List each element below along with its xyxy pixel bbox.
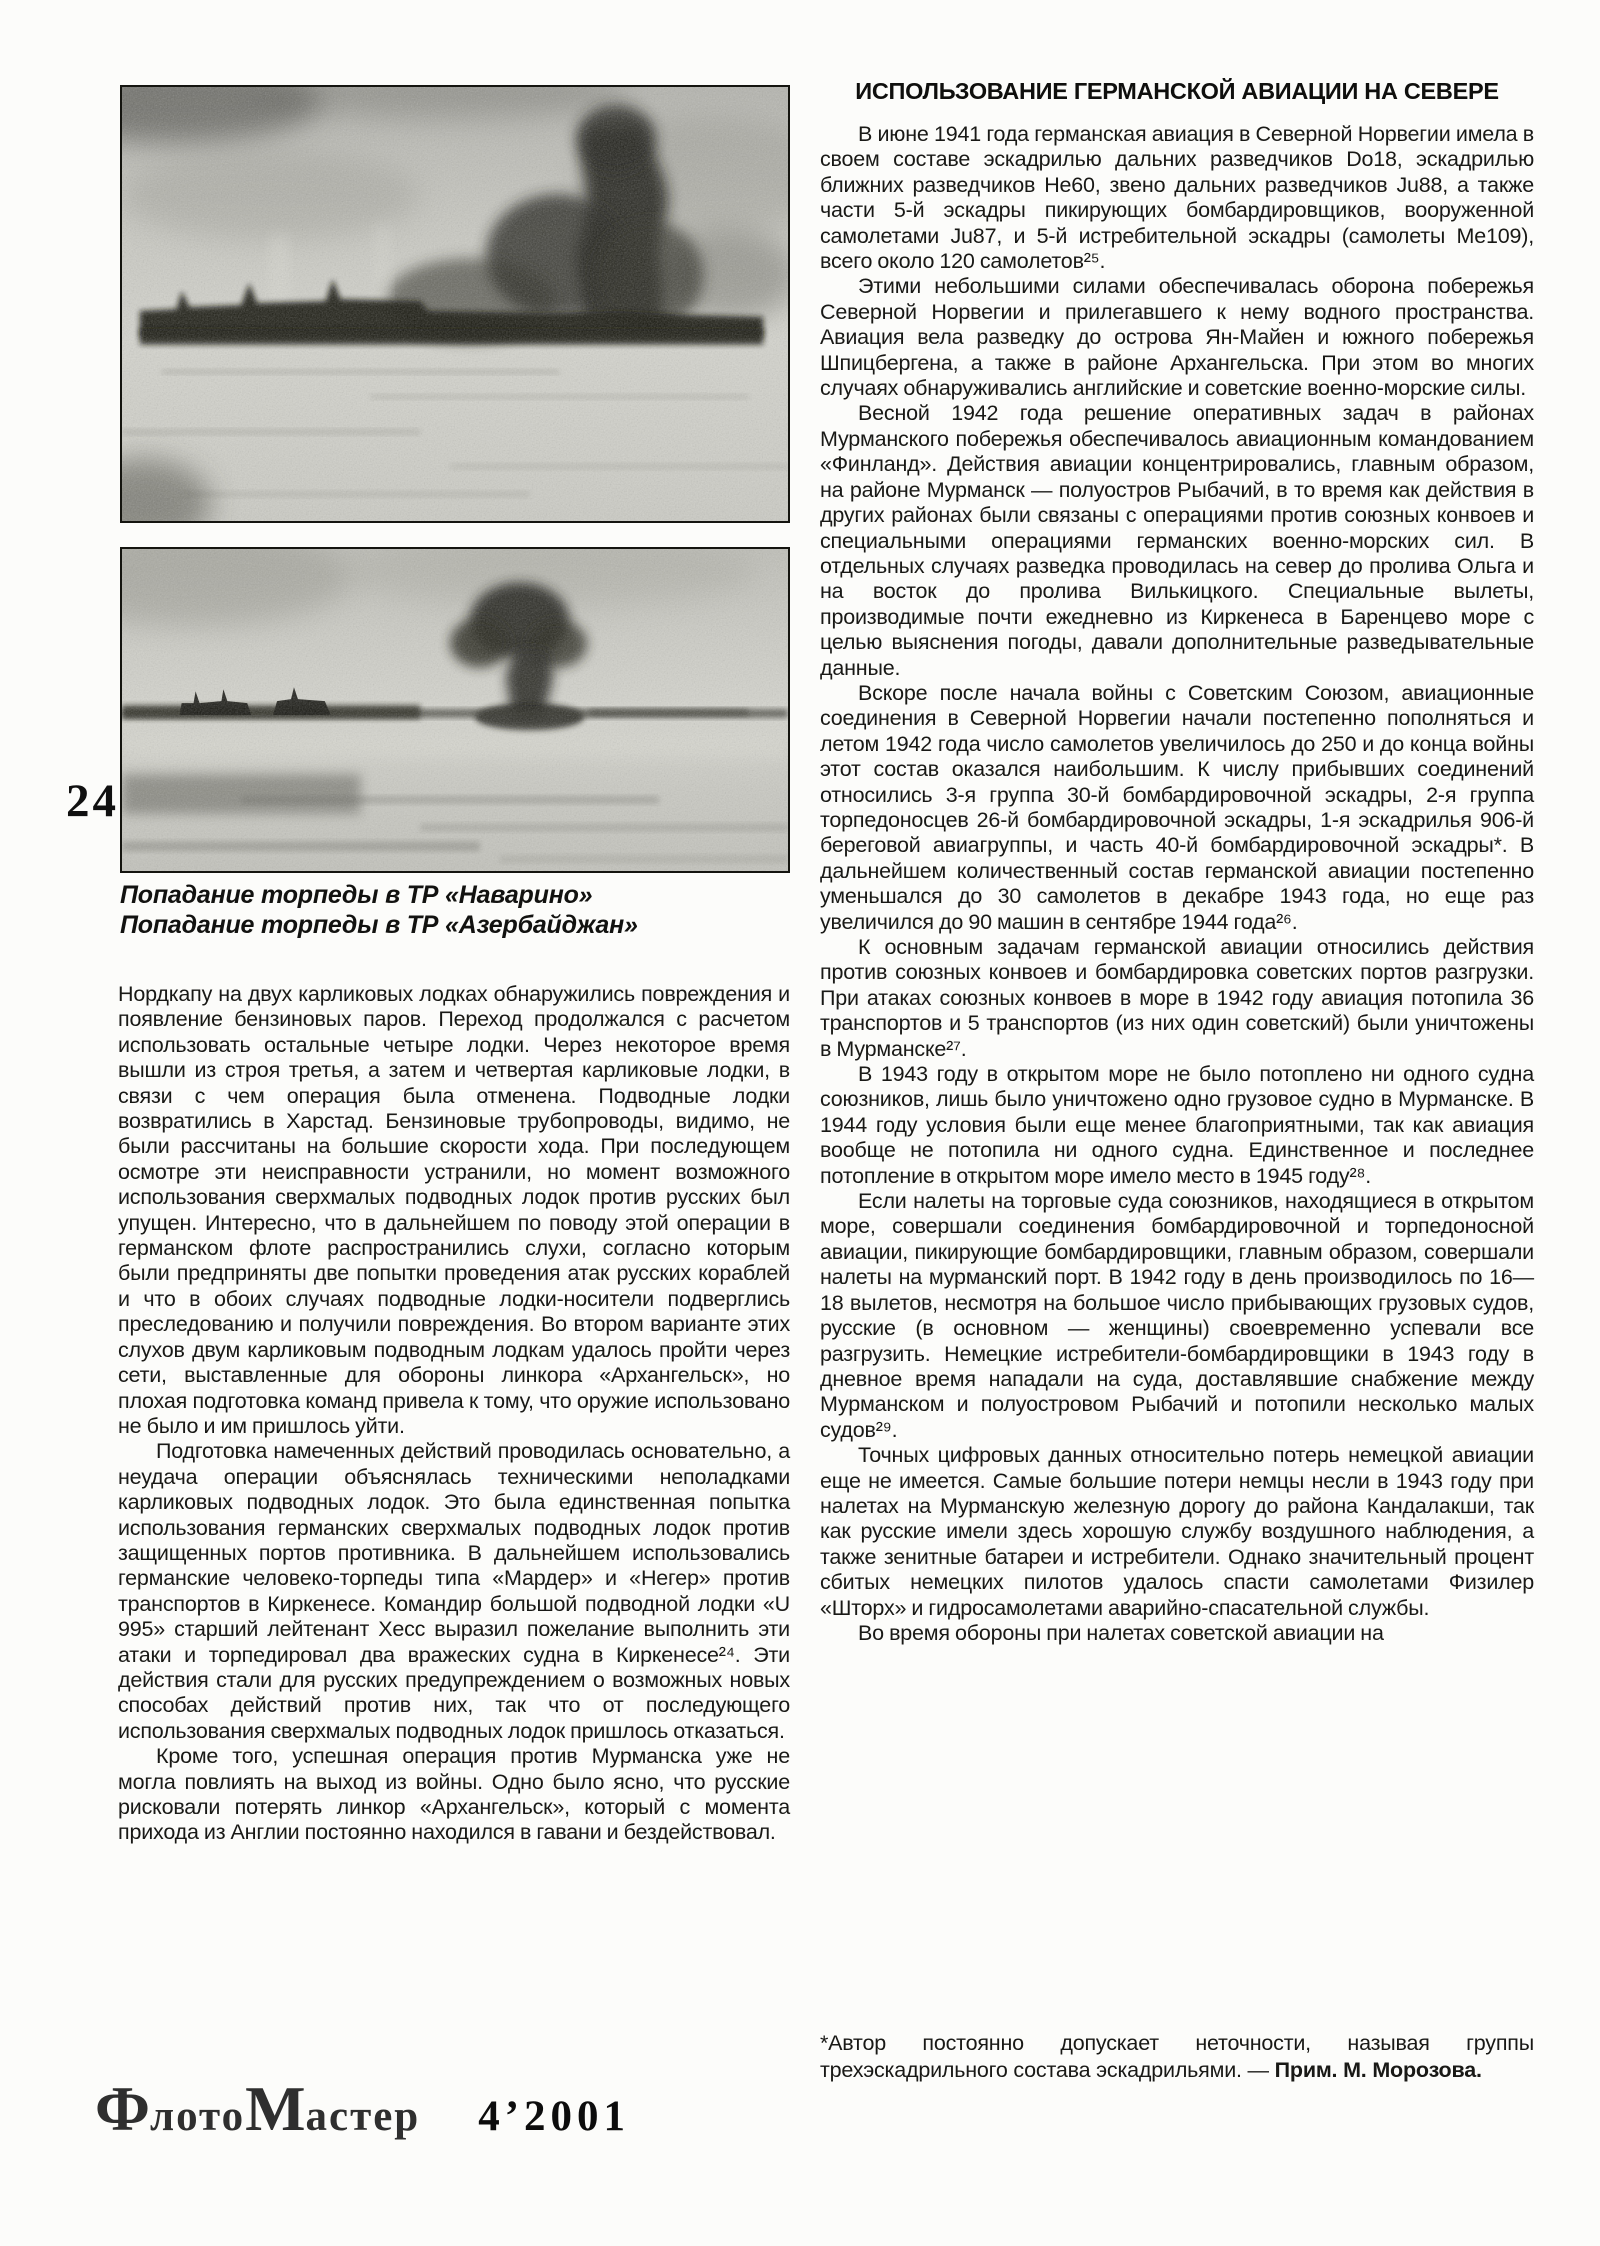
paragraph: Если налеты на торговые суда союзников, находящиеся в открытом море, совершали соединения бомбардировочной и торпедоносной авиации, пикирующие бомбардировщики, главным образом, совершали налеты на мурманский порт. В 1942 году в день производилось по 16—18 вылетов, несмотря на большое число прибывающих грузовых судов, русские (в основном — женщины) своевременно успевали все разгрузить. Немецкие истребители-бомбардировщики в 1943 году в дневное время нападали на суда, доставлявшие снабжение между Мурманском и полуостровом Рыбачий и потопили несколько малых судов²⁹. bbox=[820, 1189, 1534, 1442]
photo-torpedo-hit-navarino bbox=[120, 85, 790, 523]
paragraph: Вскоре после начала войны с Советским Союзом, авиационные соединения в Северной Норвегии начали постепенно пополняться и летом 1942 года число самолетов увеличилось до 250 и до конца войны этот состав оказался наибольшим. К числу прибывших соединений относились 3-я группа 30-й бомбардировочной эскадры, 2-я группа торпедоносцев 26-й бомбардировочной эскадры, 1-я эскадрилья 906-й береговой авиагруппы, и часть 40-й бомбардировочной эскадры*. В дальнейшем количественный состав германской авиации постепенно уменьшался до 30 самолетов в декабре 1943 года, но еще раз увеличился до 90 машин в сентябре 1944 года²⁶. bbox=[820, 680, 1534, 934]
article-title: ИСПОЛЬЗОВАНИЕ ГЕРМАНСКОЙ АВИАЦИИ НА СЕВЕРЕ bbox=[855, 78, 1499, 104]
paragraph: К основным задачам германской авиации относились действия против союзных конвоев и бомбардировка советских портов разгрузки. При атаках союзных конвоев в море в 1942 году авиация потопила 36 транспортов и 5 транспортов (из них один советский) были уничтожены в Мурманске²⁷. bbox=[820, 935, 1534, 1061]
paragraph: Нордкапу на двух карликовых лодках обнаружились повреждения и появление бензиновых паров. Переход продолжался с расчетом использовать остальные четыре лодки. Через некоторое время вышли из строя третья, а затем и четвертая карликовые лодки, в связи с чем операция была отменена. Подводные лодки возвратились в Харстад. Бензиновые трубопроводы, видимо, не были рассчитаны на большие скорости хода. При последующем осмотре эти неисправности устранили, но момент возможного использования сверхмалых подводных лодок против русских был упущен. Интересно, что в дальнейшем по поводу этой операции в германском флоте распространились слухи, согласно которым были предприняты две попытки проведения атак русских кораблей и что в обоих случаях подводные лодки-носители подверглись преследованию и получили повреждения. Во втором варианте этих слухов двум карликовым подводным лодкам удалось пройти через сети, выставленные для обороны линкора «Архангельск», но плохая подготовка команд привела к тому, что оружие использовано не было и им пришлось уйти. bbox=[118, 982, 790, 1438]
left-body-text bbox=[118, 982, 790, 1846]
photo-torpedo-hit-azerbaijan bbox=[120, 547, 790, 873]
logo-letter-m: М bbox=[245, 2073, 306, 2144]
editor-footnote bbox=[820, 2030, 1534, 2083]
footnote-text: *Автор постоянно допускает неточности, называя группы трехэскадрильного состава эскадрильями. — bbox=[820, 2031, 1534, 2082]
logo-text-aster: астер bbox=[305, 2093, 421, 2140]
footnote-attribution: Прим. М. Морозова. bbox=[1274, 2057, 1482, 2082]
issue-number: 4’2001 bbox=[478, 2093, 631, 2140]
smoke-plume-photo-graphic bbox=[122, 549, 788, 871]
photo-captions bbox=[120, 880, 790, 940]
ship-explosion-photo-graphic bbox=[122, 87, 788, 521]
photo-caption: Попадание торпеды в ТР «Наварино» bbox=[120, 881, 593, 909]
paragraph: В июне 1941 года германская авиация в Северной Норвегии имела в своем составе эскадрилью дальних разведчиков Do18, эскадрилью ближних разведчиков He60, звено дальних разведчиков Ju88, а также части 5-й эскадры пикирующих бомбардировщиков, вооруженной самолетами Ju87, и 5-й истребительной эскадры (самолеты Me109), всего около 120 самолетов²⁵. bbox=[820, 122, 1534, 274]
logo-text-loto: лото bbox=[149, 2093, 246, 2140]
page-number: 24 bbox=[66, 775, 119, 827]
paragraph: Весной 1942 года решение оперативных задач в районах Мурманского побережья обеспечивалось авиационным командованием «Финланд». Действия авиации концентрировались, главным образом, на районе Мурманск — полуостров Рыбачий, в то время как действия в других районах были связаны с операциями против союзных конвоев и специальными операциями германских военно-морских сил. В отдельных случаях разведка проводилась на север до пролива Ольга и на восток до пролива Вилькицкого. Специальные вылеты, производимые почти ежедневно из Киркенеса в Баренцево море с целью выяснения погоды, давали дополнительные разведывательные данные. bbox=[820, 401, 1534, 680]
right-column bbox=[820, 78, 1534, 1646]
right-body-text bbox=[820, 122, 1534, 1646]
page-footer bbox=[95, 2072, 630, 2146]
logo-letter-f: Ф bbox=[95, 2073, 150, 2144]
paragraph: Точных цифровых данных относительно потерь немецкой авиации еще не имеется. Самые большие потери немцы несли в 1943 году при налетах на Мурманскую железную дорогу до района Кандалакши, так как русские имели здесь хорошую службу воздушного наблюдения, а также зенитные батареи и истребители. Однако значительный процент сбитых немецких пилотов удалось спасти самолетами Физилер «Шторх» и гидросамолетами аварийно-спасательной службы. bbox=[820, 1443, 1534, 1620]
magazine-logo bbox=[95, 2073, 421, 2144]
paragraph: Кроме того, успешная операция против Мурманска уже не могла повлиять на выход из войны. Одно было ясно, что русские рисковали потерять линкор «Архангельск», который с момента прихода из Англии постоянно находился в гавани и бездействовал. bbox=[118, 1744, 790, 1845]
paragraph: Этими небольшими силами обеспечивалась оборона побережья Северной Норвегии и прилегавшего к нему водного пространства. Авиация вела разведку до острова Ян-Майен и южного побережья Шпицбергена, а также в районе Архангельска. При этом во многих случаях обнаруживались английские и советские военно-морские силы. bbox=[820, 274, 1534, 401]
paragraph: Подготовка намеченных действий проводилась основательно, а неудача операции объяснялась техническими неполадками карликовых подводных лодок. Это была единственная попытка использования германских сверхмалых подводных лодок против защищенных портов противника. В дальнейшем использовались германские человеко-торпеды типа «Мардер» и «Негер» против транспортов в Киркенесе. Командир большой подводной лодки «U 995» старший лейтенант Хесс выразил пожелание выполнить эти атаки и торпедировал два вражеских судна в Киркенесе²⁴. Эти действия стали для русских предупреждением о возможных новых способах действий против них, так что от последующего использования сверхмалых подводных лодок пришлось отказаться. bbox=[118, 1439, 790, 1743]
photo-caption: Попадание торпеды в ТР «Азербайджан» bbox=[120, 911, 638, 939]
paragraph: Во время обороны при налетах советской авиации на bbox=[858, 1620, 1384, 1645]
paragraph: В 1943 году в открытом море не было потоплено ни одного судна союзников, лишь было уничтожено одно грузовое судно в Мурманске. В 1944 году условия были еще менее благоприятными, так как авиация вообще не потопила ни одного судна. Единственное и последнее потопление в открытом море имело место в 1945 году²⁸. bbox=[820, 1062, 1534, 1188]
